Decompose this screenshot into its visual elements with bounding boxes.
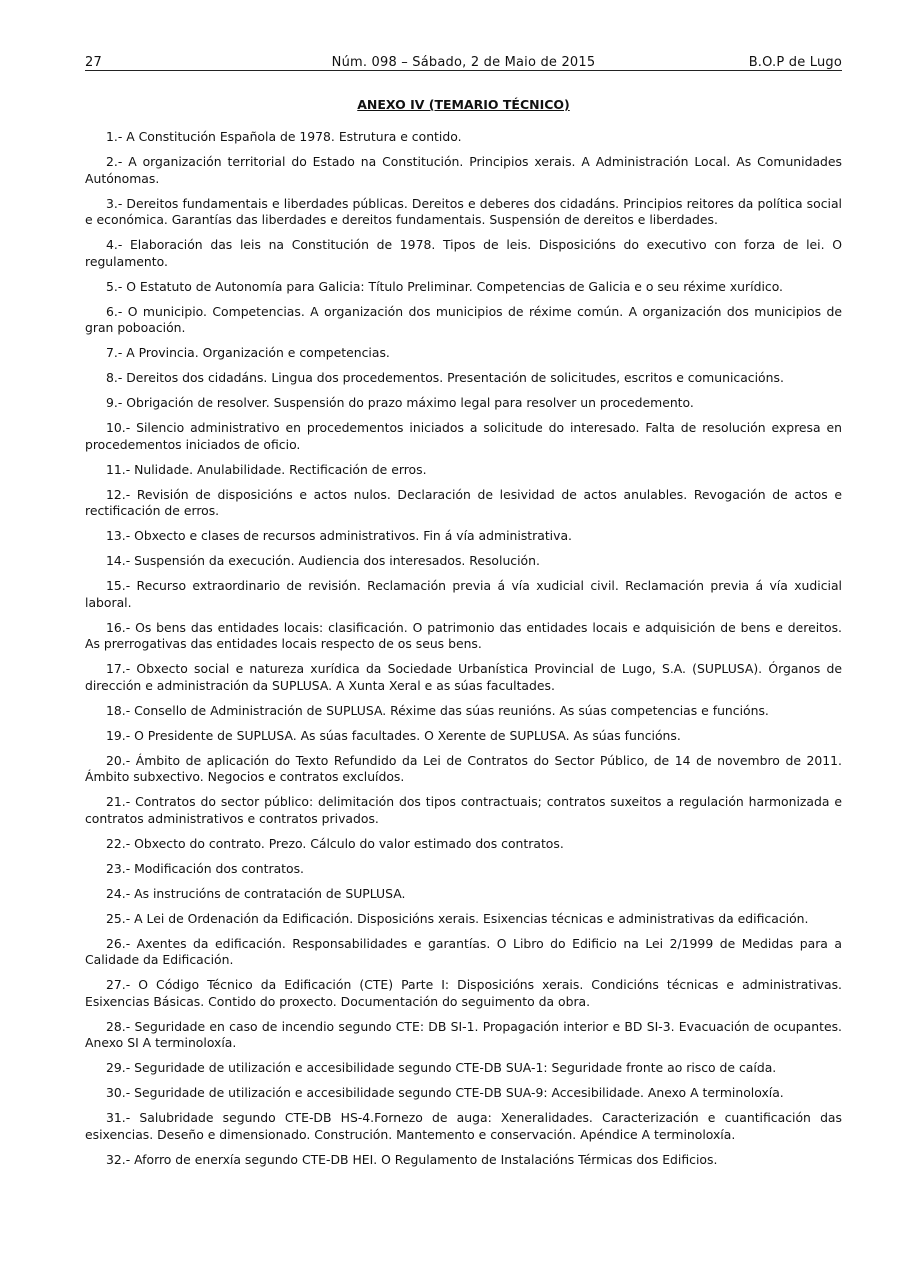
syllabus-item: 7.- A Provincia. Organización e competencias.: [106, 345, 390, 360]
document-title: ANEXO IV (TEMARIO TÉCNICO): [357, 97, 570, 112]
syllabus-item: 19.- O Presidente de SUPLUSA. As súas facultades. O Xerente de SUPLUSA. As súas funcións.: [106, 727, 681, 743]
syllabus-item: 24.- As instrucións de contratación de SUPLUSA.: [106, 885, 406, 901]
syllabus-item: 9.- Obrigación de resolver. Suspensión do prazo máximo legal para resolver un procedemento.: [106, 395, 694, 410]
syllabus-item: 13.- Obxecto e clases de recursos administrativos. Fin á vía administrativa.: [106, 528, 572, 543]
header-issue-date: Núm. 098 – Sábado, 2 de Maio de 2015: [331, 55, 596, 70]
syllabus-item: 5.- O Estatuto de Autonomía para Galicia: Título Preliminar. Competencias de Galicia e o seu réxime xurídico.: [106, 278, 783, 294]
syllabus-item: 30.- Seguridade de utilización e accesibilidade segundo CTE-DB SUA-9: Accesibilidade. Anexo A terminoloxía.: [106, 1085, 784, 1100]
syllabus-item: 1.- A Constitución Española de 1978. Estrutura e contido.: [106, 129, 462, 144]
syllabus-item: 17.- Obxecto social e natureza xurídica da Sociedade Urbanística Provincial de Lugo, S.A. (SUPLUSA). Órganos de dirección e administración da SUPLUSA. A Xunta Xeral e as súas facultades.: [85, 661, 842, 693]
syllabus-item: 29.- Seguridade de utilización e accesibilidade segundo CTE-DB SUA-1: Seguridade fronte ao risco de caída.: [106, 1060, 777, 1075]
syllabus-item: 31.- Salubridade segundo CTE-DB HS-4.Fornezo de auga: Xeneralidades. Caracterización e cuantificación das esixencias. Deseño e dimensionado. Construción. Mantemento e conservación. Apéndice A terminoloxía.: [85, 1110, 842, 1142]
syllabus-item: 32.- Aforro de enerxía segundo CTE-DB HEI. O Regulamento de Instalacións Térmicas dos Edificios.: [106, 1151, 718, 1167]
syllabus-list: [85, 129, 842, 1177]
syllabus-item: 21.- Contratos do sector público: delimitación dos tipos contractuais; contratos suxeitos a regulación harmonizada e contratos administrativos e contratos privados.: [85, 794, 842, 826]
syllabus-item: 25.- A Lei de Ordenación da Edificación. Disposicións xerais. Esixencias técnicas e administrativas da edificación.: [106, 910, 809, 926]
syllabus-item: 16.- Os bens das entidades locais: clasificación. O patrimonio das entidades locais e adquisición de bens e dereitos. As prerrogativas das entidades locais respecto de os seus bens.: [85, 619, 842, 651]
syllabus-item: 20.- Ámbito de aplicación do Texto Refundido da Lei de Contratos do Sector Público, de 14 de novembro de 2011. Ámbito subxectivo. Negocios e contratos excluídos.: [85, 752, 842, 784]
syllabus-item: 27.- O Código Técnico da Edificación (CTE) Parte I: Disposicións xerais. Condicións técnicas e administrativas. Esixencias Básicas. Contido do proxecto. Documentación do seguimento da obra.: [85, 977, 842, 1009]
header-page-number: 27: [85, 55, 102, 70]
syllabus-item: 26.- Axentes da edificación. Responsabilidades e garantías. O Libro do Edificio na Lei 2/1999 de Medidas para a Calidade da Edificación.: [85, 935, 842, 967]
syllabus-item: 28.- Seguridade en caso de incendio segundo CTE: DB SI-1. Propagación interior e BD SI-3. Evacuación de ocupantes. Anexo SI A terminoloxía.: [85, 1018, 842, 1050]
syllabus-item: 18.- Consello de Administración de SUPLUSA. Réxime das súas reunións. As súas competencias e funcións.: [106, 702, 769, 718]
syllabus-item: 8.- Dereitos dos cidadáns. Lingua dos procedementos. Presentación de solicitudes, escritos e comunicacións.: [106, 370, 784, 385]
syllabus-item: 11.- Nulidade. Anulabilidade. Rectificación de erros.: [106, 461, 427, 477]
syllabus-item: 3.- Dereitos fundamentais e liberdades públicas. Dereitos e deberes dos cidadáns. Principios reitores da política social e económica. Garantías das liberdades e dereitos fundamentais. Suspensión de dereitos e liberdades.: [85, 195, 842, 227]
syllabus-item: 22.- Obxecto do contrato. Prezo. Cálculo do valor estimado dos contratos.: [106, 835, 564, 851]
page-header: [85, 52, 842, 71]
syllabus-item: 12.- Revisión de disposicións e actos nulos. Declaración de lesividad de actos anulables. Revogación de actos e rectificación de erros.: [85, 486, 842, 518]
header-publication: B.O.P de Lugo: [748, 55, 842, 70]
syllabus-item: 6.- O municipio. Competencias. A organización dos municipios de réxime común. A organización dos municipios de gran poboación.: [85, 303, 842, 335]
syllabus-item: 14.- Suspensión da execución. Audiencia dos interesados. Resolución.: [106, 553, 540, 568]
syllabus-item: 2.- A organización territorial do Estado na Constitución. Principios xerais. A Administración Local. As Comunidades Autónomas.: [85, 154, 842, 186]
syllabus-item: 15.- Recurso extraordinario de revisión. Reclamación previa á vía xudicial civil. Reclamación previa á vía xudicial laboral.: [85, 578, 842, 610]
syllabus-item: 10.- Silencio administrativo en procedementos iniciados a solicitude do interesado. Falta de resolución expresa en procedementos iniciados de oficio.: [85, 420, 842, 452]
syllabus-item: 4.- Elaboración das leis na Constitución de 1978. Tipos de leis. Disposicións do executivo con forza de lei. O regulamento.: [85, 237, 842, 269]
syllabus-item: 23.- Modificación dos contratos.: [106, 860, 304, 876]
